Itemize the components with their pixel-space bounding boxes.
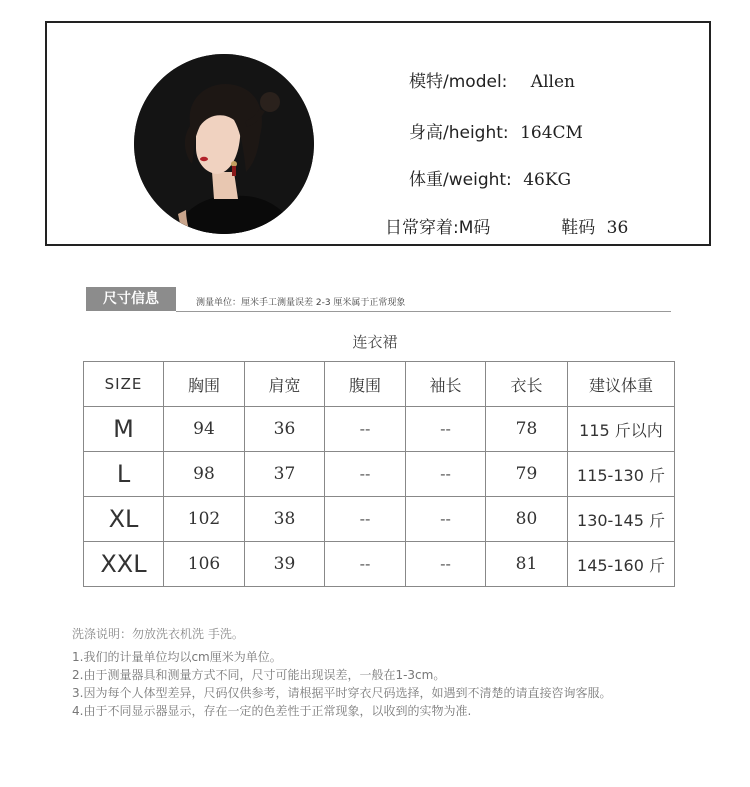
model-info-card — [45, 21, 711, 246]
cell-weight: 115 斤以内 — [568, 407, 675, 452]
size-chart-table — [83, 361, 675, 587]
cell-length: 78 — [486, 407, 568, 452]
cell-length: 80 — [486, 497, 568, 542]
cell-shoulder: 39 — [245, 542, 325, 587]
cell-size: XXL — [84, 542, 164, 587]
cell-size: L — [84, 452, 164, 497]
daily-size-label: 日常穿着: — [385, 218, 459, 238]
cell-chest: 102 — [164, 497, 245, 542]
cell-waist: -- — [325, 452, 406, 497]
cell-sleeve: -- — [406, 452, 486, 497]
weight-label: 体重/weight: — [409, 170, 512, 190]
cell-length: 79 — [486, 452, 568, 497]
model-name-label: 模特/model: — [409, 72, 508, 92]
cell-waist: -- — [325, 407, 406, 452]
note-item: 3.因为每个人体型差异，尺码仅供参考，请根据平时穿衣尺码选择，如遇到不清楚的请直接咨询客服。 — [72, 686, 612, 700]
cell-weight: 130-145 斤 — [568, 497, 675, 542]
size-info-header — [86, 287, 671, 313]
table-row — [84, 407, 675, 452]
cell-sleeve: -- — [406, 542, 486, 587]
wash-instructions: 洗涤说明：勿放洗衣机洗 手洗。 — [72, 627, 244, 641]
header-shoulder: 肩宽 — [245, 362, 325, 407]
header-chest: 胸围 — [164, 362, 245, 407]
model-name-value: Allen — [530, 72, 575, 92]
height-label: 身高/height: — [409, 123, 509, 143]
cell-shoulder: 38 — [245, 497, 325, 542]
daily-size-value: M码 — [458, 218, 491, 238]
notes-list — [72, 648, 611, 720]
weight-value: 46KG — [523, 170, 572, 190]
cell-size: XL — [84, 497, 164, 542]
model-weight-line — [409, 165, 571, 190]
cell-chest: 94 — [164, 407, 245, 452]
table-row — [84, 497, 675, 542]
table-row — [84, 542, 675, 587]
model-height-line — [409, 118, 583, 143]
model-photo — [134, 54, 314, 234]
header-weight: 建议体重 — [568, 362, 675, 407]
cell-shoulder: 37 — [245, 452, 325, 497]
table-header-row — [84, 362, 675, 407]
table-title: 连衣裙 — [352, 333, 398, 351]
header-sleeve: 袖长 — [406, 362, 486, 407]
header-waist: 腹围 — [325, 362, 406, 407]
model-portrait-image — [134, 54, 314, 234]
table-row — [84, 452, 675, 497]
cell-weight: 115-130 斤 — [568, 452, 675, 497]
shoe-size-label: 鞋码 — [561, 218, 596, 238]
cell-chest: 106 — [164, 542, 245, 587]
height-value: 164CM — [520, 123, 583, 143]
cell-weight: 145-160 斤 — [568, 542, 675, 587]
cell-chest: 98 — [164, 452, 245, 497]
measurement-note: 测量单位：厘米手工测量误差 2-3 厘米属于正常现象 — [196, 298, 406, 308]
cell-size: M — [84, 407, 164, 452]
cell-sleeve: -- — [406, 497, 486, 542]
model-name-line — [409, 67, 575, 92]
note-item: 1.我们的计量单位均以cm厘米为单位。 — [72, 650, 282, 664]
header-length: 衣长 — [486, 362, 568, 407]
model-size-line — [385, 213, 628, 238]
cell-sleeve: -- — [406, 407, 486, 452]
cell-waist: -- — [325, 497, 406, 542]
size-info-tab: 尺寸信息 — [86, 287, 176, 311]
cell-length: 81 — [486, 542, 568, 587]
section-divider — [176, 311, 671, 312]
note-item: 2.由于测量器具和测量方式不同，尺寸可能出现误差，一般在1-3cm。 — [72, 668, 446, 682]
note-item: 4.由于不同显示器显示，存在一定的色差性于正常现象，以收到的实物为准. — [72, 704, 472, 718]
header-size: SIZE — [84, 362, 164, 407]
cell-shoulder: 36 — [245, 407, 325, 452]
cell-waist: -- — [325, 542, 406, 587]
shoe-size-value: 36 — [606, 218, 629, 238]
